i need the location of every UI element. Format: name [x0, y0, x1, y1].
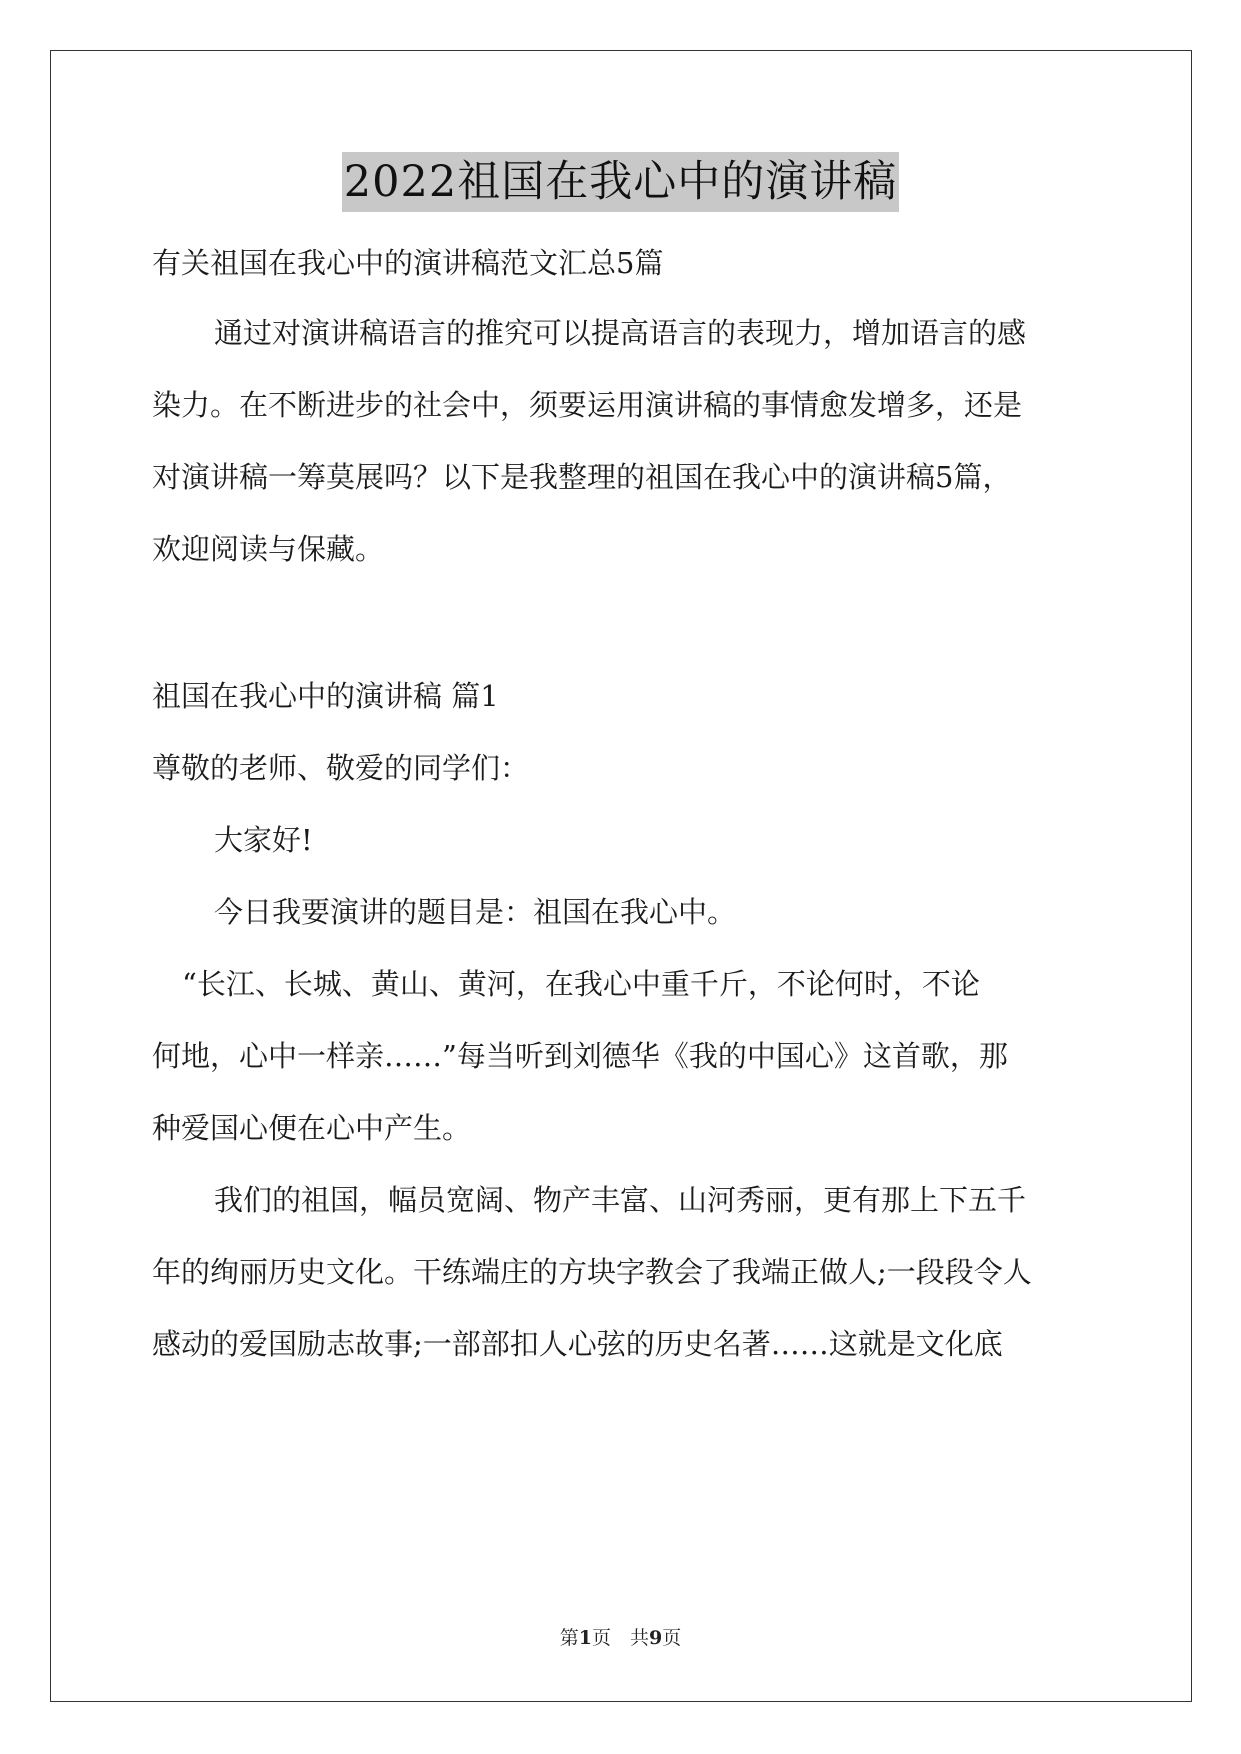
subtitle-line: 有关祖国在我心中的演讲稿范文汇总5篇: [152, 246, 664, 280]
page-border: [50, 50, 1192, 1702]
footer-mid: 页 共: [591, 1627, 649, 1649]
footer-prefix: 第: [559, 1627, 579, 1649]
body-line: 通过对演讲稿语言的推究可以提高语言的表现力，增加语言的感: [214, 316, 1027, 350]
body-line: 大家好!: [214, 823, 313, 857]
body-line: 种爱国心便在心中产生。: [152, 1111, 472, 1145]
body-line: 尊敬的老师、敬爱的同学们：: [152, 751, 530, 785]
body-line: “长江、长城、黄山、黄河，在我心中重千斤，不论何时，不论: [182, 967, 980, 1001]
body-line: 年的绚丽历史文化。干练端庄的方块字教会了我端正做人;一段段令人: [152, 1255, 1032, 1289]
page-footer: [0, 1625, 1241, 1651]
body-line: 感动的爱国励志故事;一部部扣人心弦的历史名著……这就是文化底: [152, 1327, 1003, 1361]
current-page-number: 1: [578, 1627, 592, 1649]
body-line: 何地，心中一样亲……”每当听到刘德华《我的中国心》这首歌，那: [152, 1039, 1008, 1073]
title-container: [0, 152, 1241, 212]
total-page-count: 9: [649, 1627, 663, 1649]
document-title: 2022祖国在我心中的演讲稿: [342, 152, 899, 212]
body-line: 我们的祖国，幅员宽阔、物产丰富、山河秀丽，更有那上下五千: [214, 1183, 1027, 1217]
section-heading: 祖国在我心中的演讲稿 篇1: [152, 679, 499, 713]
body-line: 欢迎阅读与保藏。: [152, 532, 385, 566]
footer-suffix: 页: [662, 1627, 682, 1649]
body-line: 染力。在不断进步的社会中，须要运用演讲稿的事情愈发增多，还是: [152, 388, 1023, 422]
body-line: 对演讲稿一筹莫展吗？以下是我整理的祖国在我心中的演讲稿5篇，: [152, 460, 1012, 494]
body-line: 今日我要演讲的题目是：祖国在我心中。: [214, 895, 737, 929]
